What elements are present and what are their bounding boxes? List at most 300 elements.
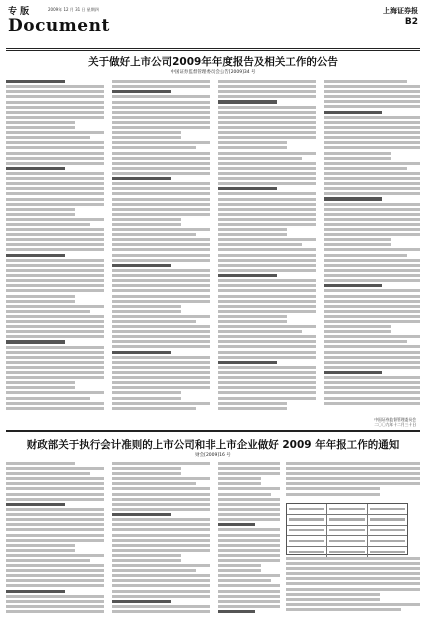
text-line: [218, 213, 316, 216]
text-line: [112, 279, 210, 282]
text-line: [6, 238, 104, 241]
text-line: [218, 579, 271, 582]
text-line: [218, 80, 316, 83]
text-line: [6, 513, 104, 516]
text-line: [218, 248, 316, 251]
text-line: [112, 487, 210, 490]
text-line: [218, 100, 277, 103]
text-line: [6, 213, 75, 216]
text-line: [324, 121, 420, 124]
text-line: [6, 356, 104, 359]
text-line: [6, 162, 104, 165]
text-line: [112, 320, 196, 323]
text-line: [112, 121, 210, 124]
text-line: [6, 279, 104, 282]
text-line: [112, 274, 210, 277]
text-line: [112, 182, 210, 185]
text-line: [324, 85, 420, 88]
text-line: [6, 264, 104, 267]
text-line: [324, 335, 420, 338]
text-line: [6, 595, 104, 598]
text-line: [6, 569, 104, 572]
text-line: [112, 518, 210, 521]
text-line: [218, 371, 316, 374]
text-line: [218, 340, 316, 343]
text-line: [112, 549, 210, 552]
text-line: [6, 605, 104, 608]
text-line: [324, 152, 391, 155]
text-line: [218, 289, 316, 292]
text-line: [218, 269, 316, 272]
text-line: [6, 508, 104, 511]
article-1-signature: [374, 417, 416, 427]
text-line: [286, 482, 420, 485]
text-line: [218, 177, 316, 180]
article-divider: [6, 430, 420, 432]
text-line: [324, 146, 420, 149]
text-line: [218, 564, 261, 567]
text-line: [6, 361, 104, 364]
text-line: [112, 493, 210, 496]
text-line: [112, 579, 210, 582]
text-line: [6, 503, 65, 506]
text-line: [324, 402, 420, 405]
text-line: [218, 90, 316, 93]
text-line: [6, 579, 104, 582]
text-line: [218, 518, 280, 521]
text-line: [6, 182, 104, 185]
text-line: [112, 569, 196, 572]
text-line: [6, 554, 104, 557]
text-line: [112, 376, 210, 379]
article-2-column-1: [6, 462, 104, 618]
article-2-column-4: [286, 462, 420, 502]
article-1-column-3: [218, 80, 316, 416]
text-line: [218, 376, 316, 379]
text-line: [218, 218, 316, 221]
text-line: [324, 300, 420, 303]
text-line: [324, 259, 420, 262]
text-line: [112, 106, 210, 109]
text-line: [218, 182, 316, 185]
text-line: [112, 162, 210, 165]
text-line: [6, 111, 104, 114]
text-line: [112, 610, 210, 613]
text-line: [6, 243, 104, 246]
page-number: B2: [404, 17, 418, 27]
text-line: [6, 269, 104, 272]
text-line: [218, 402, 287, 405]
text-line: [324, 182, 420, 185]
text-line: [218, 106, 316, 109]
text-line: [112, 264, 171, 267]
text-line: [6, 121, 75, 124]
text-line: [6, 610, 104, 613]
text-line: [218, 187, 277, 190]
text-line: [6, 116, 104, 119]
text-line: [218, 559, 280, 562]
text-line: [218, 523, 255, 526]
text-line: [324, 203, 420, 206]
table-row: [287, 504, 407, 515]
text-line: [6, 584, 104, 587]
text-line: [112, 126, 210, 129]
article-1-column-2: [112, 80, 210, 416]
text-line: [6, 95, 104, 98]
text-line: [218, 146, 287, 149]
text-line: [112, 192, 210, 195]
text-line: [112, 146, 196, 149]
text-line: [6, 85, 104, 88]
text-line: [112, 116, 210, 119]
masthead-rule-thin: [6, 50, 420, 51]
text-line: [218, 162, 316, 165]
text-line: [6, 482, 104, 485]
text-line: [286, 493, 380, 496]
text-line: [112, 391, 181, 394]
text-line: [112, 590, 210, 593]
text-line: [286, 557, 420, 560]
text-line: [286, 582, 420, 585]
text-line: [112, 534, 210, 537]
text-line: [286, 567, 420, 570]
text-line: [112, 218, 181, 221]
text-line: [324, 340, 407, 343]
text-line: [218, 361, 277, 364]
text-line: [218, 477, 261, 480]
text-line: [218, 136, 316, 139]
text-line: [6, 131, 104, 134]
text-line: [6, 325, 104, 328]
text-line: [324, 345, 420, 348]
text-line: [6, 335, 104, 338]
text-line: [324, 279, 420, 282]
text-line: [324, 330, 391, 333]
text-line: [112, 335, 210, 338]
text-line: [324, 80, 407, 83]
text-line: [6, 559, 90, 562]
text-line: [6, 381, 75, 384]
report-table: [286, 503, 408, 555]
text-line: [218, 330, 302, 333]
text-line: [218, 381, 316, 384]
text-line: [324, 361, 420, 364]
table-row: [287, 515, 407, 526]
text-line: [218, 295, 316, 298]
text-line: [218, 238, 316, 241]
text-line: [218, 131, 316, 134]
text-line: [218, 157, 302, 160]
text-line: [112, 595, 210, 598]
text-line: [218, 487, 280, 490]
table-row: [287, 536, 407, 547]
text-line: [6, 284, 104, 287]
text-line: [6, 248, 104, 251]
text-line: [6, 330, 104, 333]
text-line: [112, 402, 210, 405]
text-line: [6, 528, 104, 531]
text-line: [112, 111, 210, 114]
text-line: [218, 407, 287, 410]
text-line: [324, 391, 420, 394]
text-line: [218, 284, 316, 287]
text-line: [112, 356, 210, 359]
text-line: [324, 248, 420, 251]
text-line: [112, 248, 210, 251]
text-line: [324, 157, 391, 160]
text-line: [6, 274, 104, 277]
text-line: [112, 172, 210, 175]
text-line: [218, 116, 316, 119]
text-line: [112, 407, 196, 410]
text-line: [6, 305, 104, 308]
text-line: [324, 208, 420, 211]
text-line: [324, 381, 420, 384]
text-line: [6, 462, 75, 465]
text-line: [286, 572, 420, 575]
article-1-title: 关于做好上市公司2009年年度报告及相关工作的公告: [88, 56, 338, 68]
text-line: [112, 330, 210, 333]
text-line: [6, 518, 104, 521]
text-line: [6, 549, 75, 552]
text-line: [218, 356, 316, 359]
text-line: [324, 116, 420, 119]
text-line: [218, 121, 316, 124]
text-line: [324, 366, 420, 369]
text-line: [286, 593, 380, 596]
text-line: [112, 101, 210, 104]
text-line: [218, 233, 287, 236]
article-2-column-2: [112, 462, 210, 618]
text-line: [218, 111, 316, 114]
text-line: [324, 111, 382, 114]
text-line: [112, 198, 210, 201]
table-row: [287, 526, 407, 537]
text-line: [324, 305, 420, 308]
text-line: [112, 462, 210, 465]
text-line: [324, 187, 420, 190]
text-line: [112, 554, 181, 557]
text-line: [112, 508, 210, 511]
text-line: [6, 136, 90, 139]
text-line: [218, 315, 287, 318]
text-line: [218, 300, 316, 303]
text-line: [112, 259, 210, 262]
text-line: [286, 467, 420, 470]
newspaper-brand: 上海证券报: [383, 7, 418, 15]
text-line: [324, 264, 420, 267]
text-line: [6, 172, 104, 175]
text-line: [324, 172, 420, 175]
text-line: [6, 498, 104, 501]
text-line: [218, 569, 261, 572]
text-line: [218, 259, 316, 262]
text-line: [6, 590, 65, 593]
text-line: [218, 208, 316, 211]
text-line: [112, 157, 210, 160]
masthead: [6, 4, 420, 48]
text-line: [324, 105, 420, 108]
text-line: [218, 584, 280, 587]
text-line: [324, 295, 420, 298]
text-line: [112, 467, 181, 470]
text-line: [218, 600, 280, 603]
text-line: [218, 498, 280, 501]
text-line: [112, 284, 210, 287]
text-line: [324, 356, 420, 359]
text-line: [6, 366, 104, 369]
text-line: [324, 243, 391, 246]
text-line: [286, 588, 420, 591]
text-line: [324, 131, 420, 134]
text-line: [218, 528, 280, 531]
text-line: [324, 325, 391, 328]
text-line: [218, 85, 316, 88]
text-line: [324, 136, 420, 139]
text-line: [6, 90, 104, 93]
text-line: [6, 391, 104, 394]
text-line: [6, 152, 104, 155]
text-line: [112, 187, 210, 190]
text-line: [6, 402, 104, 405]
text-line: [112, 482, 196, 485]
text-line: [324, 223, 420, 226]
text-line: [218, 345, 316, 348]
text-line: [112, 503, 210, 506]
text-line: [218, 534, 280, 537]
text-line: [6, 289, 104, 292]
text-line: [324, 228, 420, 231]
text-line: [218, 462, 280, 465]
text-line: [112, 600, 171, 603]
text-line: [286, 472, 420, 475]
text-line: [218, 554, 280, 557]
text-line: [6, 407, 104, 410]
text-line: [112, 386, 210, 389]
text-line: [112, 498, 210, 501]
text-line: [112, 233, 196, 236]
text-line: [286, 603, 420, 606]
text-line: [218, 243, 302, 246]
text-line: [324, 238, 391, 241]
text-line: [324, 162, 420, 165]
text-line: [324, 254, 407, 257]
text-line: [6, 600, 104, 603]
article-1-subtitle: 中国证券监督管理委员会公告[2009]34 号: [170, 70, 256, 75]
text-line: [112, 472, 181, 475]
text-line: [6, 254, 65, 257]
text-line: [6, 487, 104, 490]
text-line: [218, 351, 316, 354]
text-line: [218, 95, 316, 98]
text-line: [218, 539, 280, 542]
text-line: [6, 493, 104, 496]
text-line: [112, 371, 210, 374]
text-line: [218, 605, 280, 608]
text-line: [6, 167, 65, 170]
text-line: [112, 269, 210, 272]
text-line: [218, 254, 316, 257]
text-line: [6, 218, 104, 221]
text-line: [218, 167, 316, 170]
text-line: [112, 141, 210, 144]
text-line: [6, 126, 75, 129]
text-line: [218, 264, 316, 267]
text-line: [6, 371, 104, 374]
text-line: [112, 315, 210, 318]
text-line: [286, 577, 420, 580]
text-line: [286, 608, 401, 611]
text-line: [218, 228, 287, 231]
text-line: [6, 101, 104, 104]
text-line: [6, 157, 104, 160]
text-line: [324, 315, 420, 318]
text-line: [218, 610, 255, 613]
text-line: [6, 320, 104, 323]
text-line: [218, 503, 280, 506]
text-line: [112, 366, 210, 369]
text-line: [218, 386, 316, 389]
text-line: [218, 366, 316, 369]
text-line: [112, 243, 210, 246]
text-line: [324, 218, 420, 221]
text-line: [6, 477, 104, 480]
text-line: [218, 508, 280, 511]
text-line: [324, 213, 420, 216]
text-line: [6, 346, 104, 349]
text-line: [6, 233, 104, 236]
article-2-column-4-lower: [286, 557, 420, 618]
text-line: [112, 90, 171, 93]
text-line: [286, 562, 420, 565]
text-line: [218, 467, 280, 470]
text-line: [324, 192, 420, 195]
text-line: [112, 574, 210, 577]
text-line: [112, 584, 210, 587]
text-line: [324, 95, 420, 98]
text-line: [112, 131, 181, 134]
text-line: [324, 141, 420, 144]
text-line: [218, 513, 280, 516]
text-line: [218, 595, 280, 598]
text-line: [6, 146, 104, 149]
section-label: 专 版: [8, 7, 30, 17]
text-line: [218, 397, 316, 400]
text-line: [218, 172, 316, 175]
text-line: [6, 564, 104, 567]
text-line: [324, 289, 420, 292]
text-line: [6, 397, 90, 400]
text-line: [6, 386, 75, 389]
text-line: [324, 284, 382, 287]
text-line: [324, 320, 420, 323]
text-line: [218, 126, 316, 129]
text-line: [6, 534, 104, 537]
text-line: [218, 198, 316, 201]
text-line: [6, 192, 104, 195]
article-2-column-3: [218, 462, 280, 618]
text-line: [112, 305, 181, 308]
text-line: [112, 238, 210, 241]
text-line: [112, 544, 210, 547]
text-line: [324, 371, 382, 374]
text-line: [218, 549, 280, 552]
text-line: [6, 208, 75, 211]
text-line: [218, 310, 316, 313]
text-line: [112, 254, 210, 257]
article-1-column-1: [6, 80, 104, 416]
text-line: [6, 351, 104, 354]
